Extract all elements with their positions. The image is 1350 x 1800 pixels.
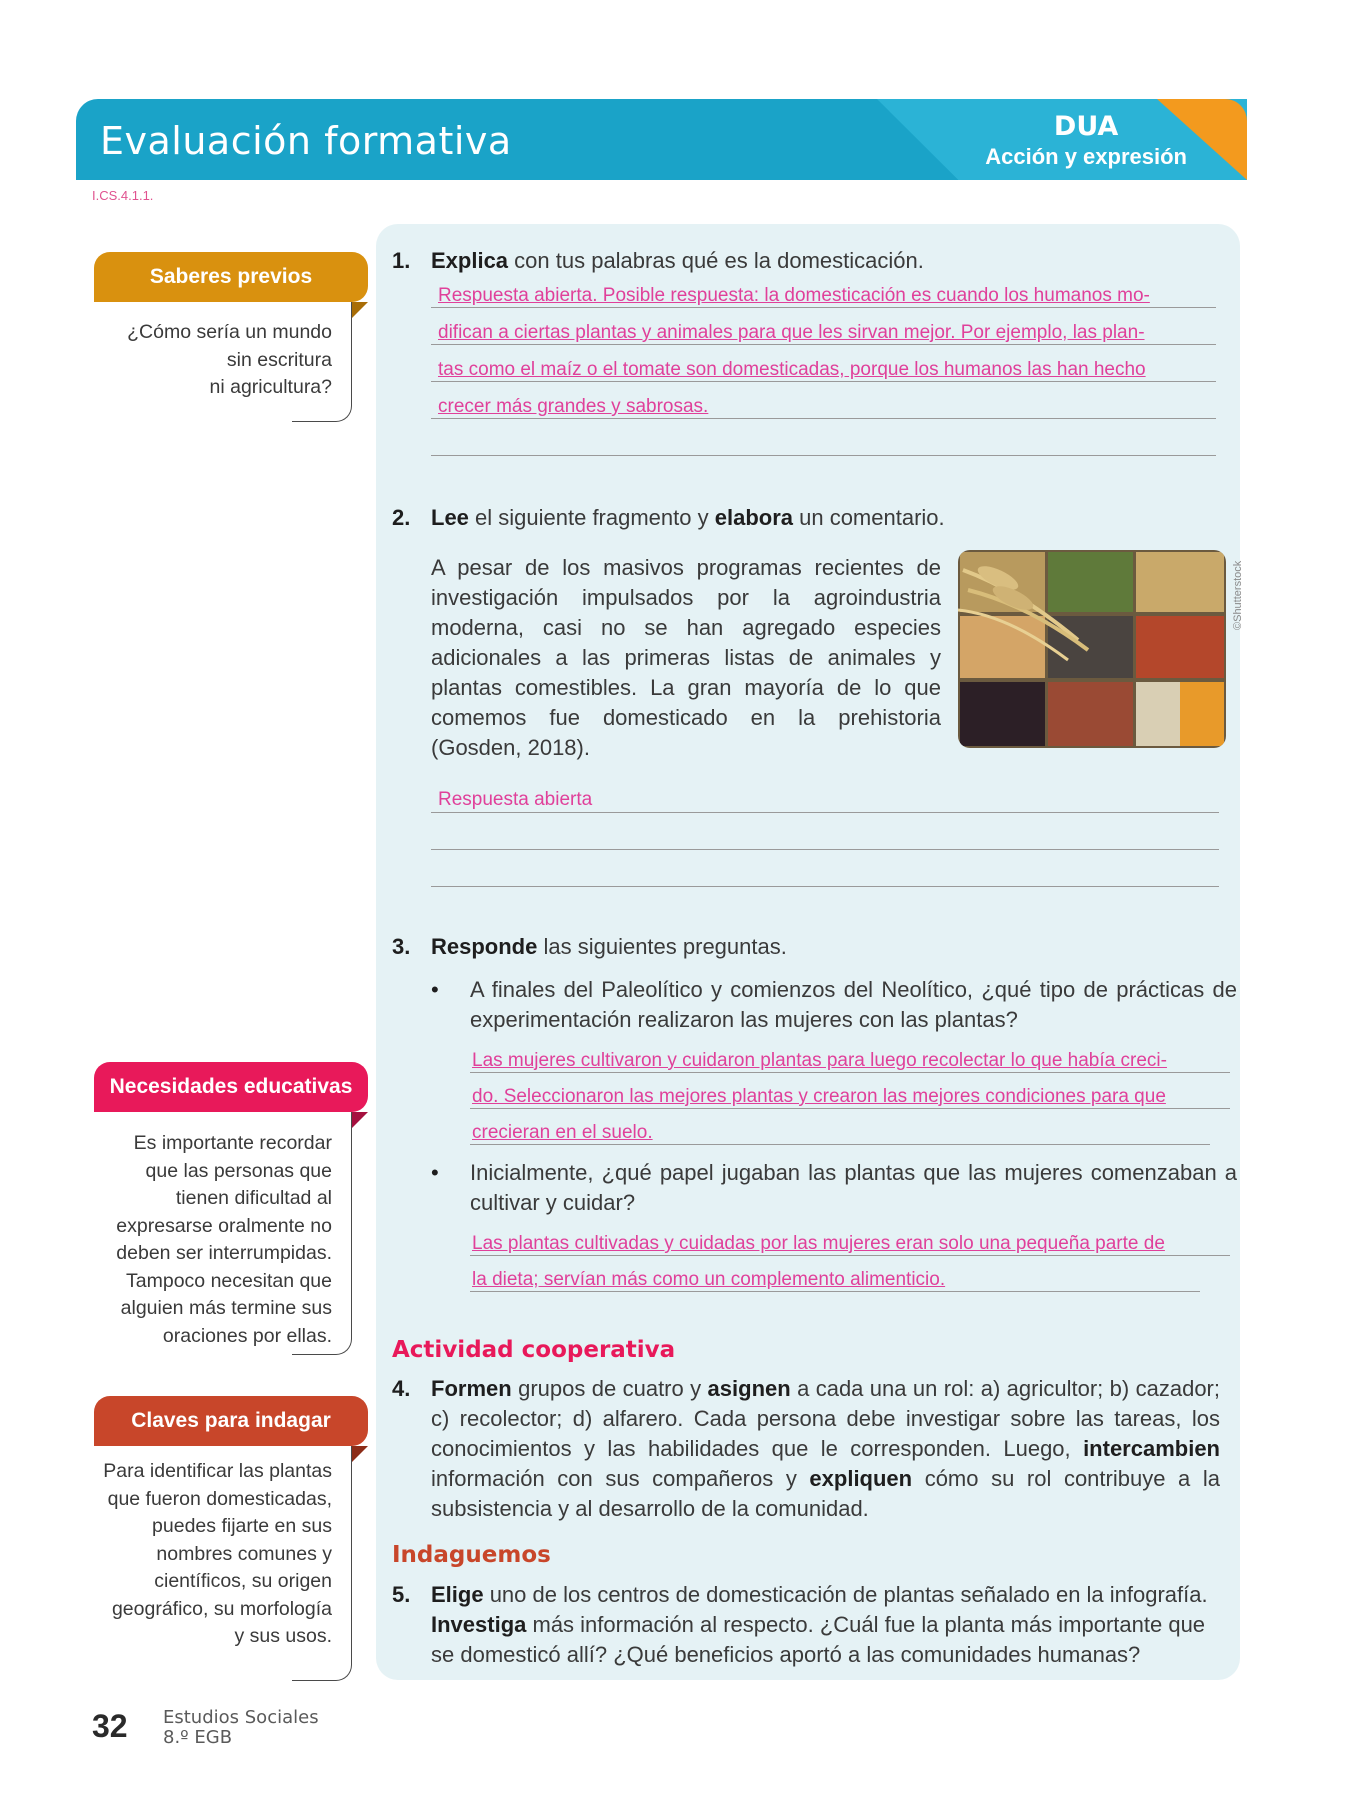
indaguemos-title: Indaguemos	[392, 1542, 551, 1568]
q4-text-part: información con sus compañeros y	[431, 1466, 810, 1491]
q3-prompt	[431, 932, 787, 962]
grains-illustration	[958, 550, 1226, 748]
q2-passage: A pesar de los masivos programas recientes de investigación impulsados por la agroindustria moderna, casi no se han agregado especies adicionales a las primeras listas de animales y plantas comestibles. La gran mayoría de lo que comemos fue domesticado en la prehistoria (Gosden, 2018).	[431, 555, 941, 760]
q3-rest: las siguientes preguntas.	[537, 934, 787, 959]
q3-item-2-answer	[472, 1233, 1165, 1255]
q2-mid: el siguiente fragmento y	[468, 505, 715, 530]
q1-number: 1.	[392, 248, 411, 273]
q2-prompt	[431, 503, 945, 533]
q2-verb: elabora	[714, 505, 793, 530]
q4-verb: Formen	[431, 1376, 512, 1401]
claves-line: que fueron domesticadas,	[107, 1487, 332, 1510]
q4-text	[431, 1374, 1220, 1524]
q3-answer-text: do. Seleccionaron las mejores plantas y crearon las mejores condiciones para que	[472, 1086, 1166, 1107]
q4-text-part: cómo su rol contribuye a la subsistencia y al desarrollo de la comunidad.	[431, 1466, 1220, 1521]
claves-fold	[352, 1446, 368, 1462]
q2-verb: Lee	[431, 505, 469, 530]
footer-subject-name: Estudios Sociales	[163, 1707, 319, 1728]
necesidades-line: alguien más termine sus	[120, 1297, 332, 1319]
q4-verb: expliquen	[809, 1466, 913, 1491]
q5-number: 5.	[392, 1582, 411, 1607]
saberes-line: ni agricultura?	[209, 376, 332, 398]
q5-text-part: más información al respecto. ¿Cuál fue la planta más importante que se domesticó allí? ¿Qué beneficios aportó a las comunidades humanas?	[431, 1612, 1206, 1667]
answer-line	[431, 418, 1216, 419]
saberes-line: sin escritura	[226, 348, 332, 371]
saberes-previos-tab: Saberes previos	[94, 252, 368, 302]
claves-line: puedes fijarte en sus	[152, 1515, 332, 1537]
claves-line: nombres comunes y	[156, 1542, 332, 1565]
claves-text	[103, 1458, 332, 1651]
q2-rest: un comentario.	[793, 505, 945, 530]
footer-subject	[163, 1708, 319, 1748]
grains-image	[958, 550, 1226, 748]
q1-answer-line	[438, 322, 1145, 344]
q1-answer-text: difican a ciertas plantas y animales para que les sirvan mejor. Por ejemplo, las plan-	[438, 322, 1145, 343]
q1-answer-line	[438, 396, 708, 418]
necesidades-line: deben ser interrumpidas.	[116, 1242, 332, 1264]
answer-line	[431, 812, 1219, 813]
answer-line	[431, 886, 1219, 887]
bullet: •	[431, 977, 439, 1002]
q3-answer-text: Las mujeres cultivaron y cuidaron plantas para luego recolectar lo que había creci-	[472, 1050, 1167, 1071]
answer-line	[431, 344, 1216, 345]
answer-line	[470, 1072, 1230, 1073]
answer-line	[431, 381, 1216, 382]
claves-line: científicos, su origen	[154, 1570, 332, 1592]
claves-line: geográfico, su morfología	[111, 1597, 332, 1620]
q4-text-part: grupos de cuatro y	[511, 1376, 708, 1401]
q5-verb: Elige	[431, 1582, 484, 1607]
cooperativa-title: Actividad cooperativa	[392, 1337, 676, 1363]
q3-item-2-question: Inicialmente, ¿qué papel jugaban las plantas que las mujeres comenzaban a cultivar y cuidar?	[470, 1160, 1237, 1215]
answer-line	[431, 307, 1216, 308]
q3-item-1-answer	[472, 1122, 653, 1144]
necesidades-text	[116, 1130, 332, 1350]
q5-verb: Investiga	[431, 1612, 527, 1637]
q3-item-1-question: A finales del Paleolítico y comienzos del Neolítico, ¿qué tipo de prácticas de experimentación realizaron las mujeres con las plantas?	[470, 977, 1237, 1032]
answer-line	[470, 1144, 1210, 1145]
necesidades-fold	[352, 1112, 368, 1128]
necesidades-line: oraciones por ellas.	[162, 1324, 332, 1347]
q4-number: 4.	[392, 1376, 411, 1401]
bullet: •	[431, 1160, 439, 1185]
q3-answer-text: crecieran en el suelo.	[472, 1122, 653, 1143]
necesidades-line: que las personas que	[145, 1159, 332, 1182]
q3-item-2-answer	[472, 1269, 945, 1291]
answer-line	[470, 1255, 1230, 1256]
header-banner	[76, 99, 1247, 180]
q1-answer-text: Respuesta abierta. Posible respuesta: la domesticación es cuando los humanos mo-	[438, 285, 1150, 306]
q3-item-1-answer	[472, 1086, 1166, 1108]
claves-line: Para identificar las plantas	[103, 1460, 332, 1482]
page-title: Evaluación formativa	[100, 119, 512, 163]
dua-subtitle: Acción y expresión	[985, 144, 1187, 169]
claves-para-indagar-tab: Claves para indagar	[94, 1396, 368, 1446]
q3-answer-text: Las plantas cultivadas y cuidadas por las mujeres eran solo una pequeña parte de	[472, 1233, 1165, 1254]
q4-verb: asignen	[707, 1376, 791, 1401]
q2-number: 2.	[392, 505, 411, 530]
q1-answer-line	[438, 285, 1150, 307]
q1-answer-text: tas como el maíz o el tomate son domesticadas, porque los humanos las han hecho	[438, 359, 1146, 380]
q5-text-part: uno de los centros de domesticación de plantas señalado en la infografía.	[483, 1582, 1208, 1607]
q2-answer: Respuesta abierta	[438, 789, 593, 810]
necesidades-line: tienen dificultad al	[175, 1187, 332, 1209]
q4-verb: intercambien	[1083, 1436, 1220, 1461]
image-credit: ©Shutterstock	[1232, 560, 1244, 630]
necesidades-line: Es importante recordar	[133, 1132, 332, 1154]
necesidades-line: expresarse oralmente no	[116, 1214, 332, 1237]
q5-text	[431, 1580, 1231, 1670]
footer-grade: 8.º EGB	[163, 1727, 233, 1748]
dua-label: DUA	[1053, 111, 1119, 142]
necesidades-educativas-tab: Necesidades educativas	[94, 1062, 368, 1112]
q3-item-1-answer	[472, 1050, 1167, 1072]
answer-line	[470, 1108, 1230, 1109]
q1-verb: Explica	[431, 248, 509, 273]
indicator-code: I.CS.4.1.1.	[92, 188, 154, 203]
page-number: 32	[92, 1708, 128, 1744]
q4-text-part: a cada una un rol: a) agricultor; b) cazador; c) recolector; d) alfarero. Cada persona debe investigar sobre las tareas, los conocimientos y las habilidades que le corresponden. Luego,	[431, 1376, 1220, 1461]
q1-rest: con tus palabras qué es la domesticación.	[508, 248, 924, 273]
saberes-text	[127, 319, 332, 402]
necesidades-line: Tampoco necesitan que	[126, 1269, 332, 1292]
answer-line	[431, 849, 1219, 850]
q1-answer-line	[438, 359, 1146, 381]
saberes-line: ¿Cómo sería un mundo	[127, 321, 332, 343]
q3-number: 3.	[392, 934, 411, 959]
q3-verb: Responde	[431, 934, 538, 959]
answer-line	[470, 1291, 1200, 1292]
dua-badge	[985, 111, 1187, 170]
q3-answer-text: la dieta; servían más como un complemento alimenticio.	[472, 1269, 946, 1290]
claves-line: y sus usos.	[234, 1625, 332, 1647]
answer-line	[431, 455, 1216, 456]
q1-answer-text: crecer más grandes y sabrosas.	[438, 396, 709, 417]
saberes-fold	[352, 302, 368, 318]
q1-prompt	[431, 246, 924, 276]
